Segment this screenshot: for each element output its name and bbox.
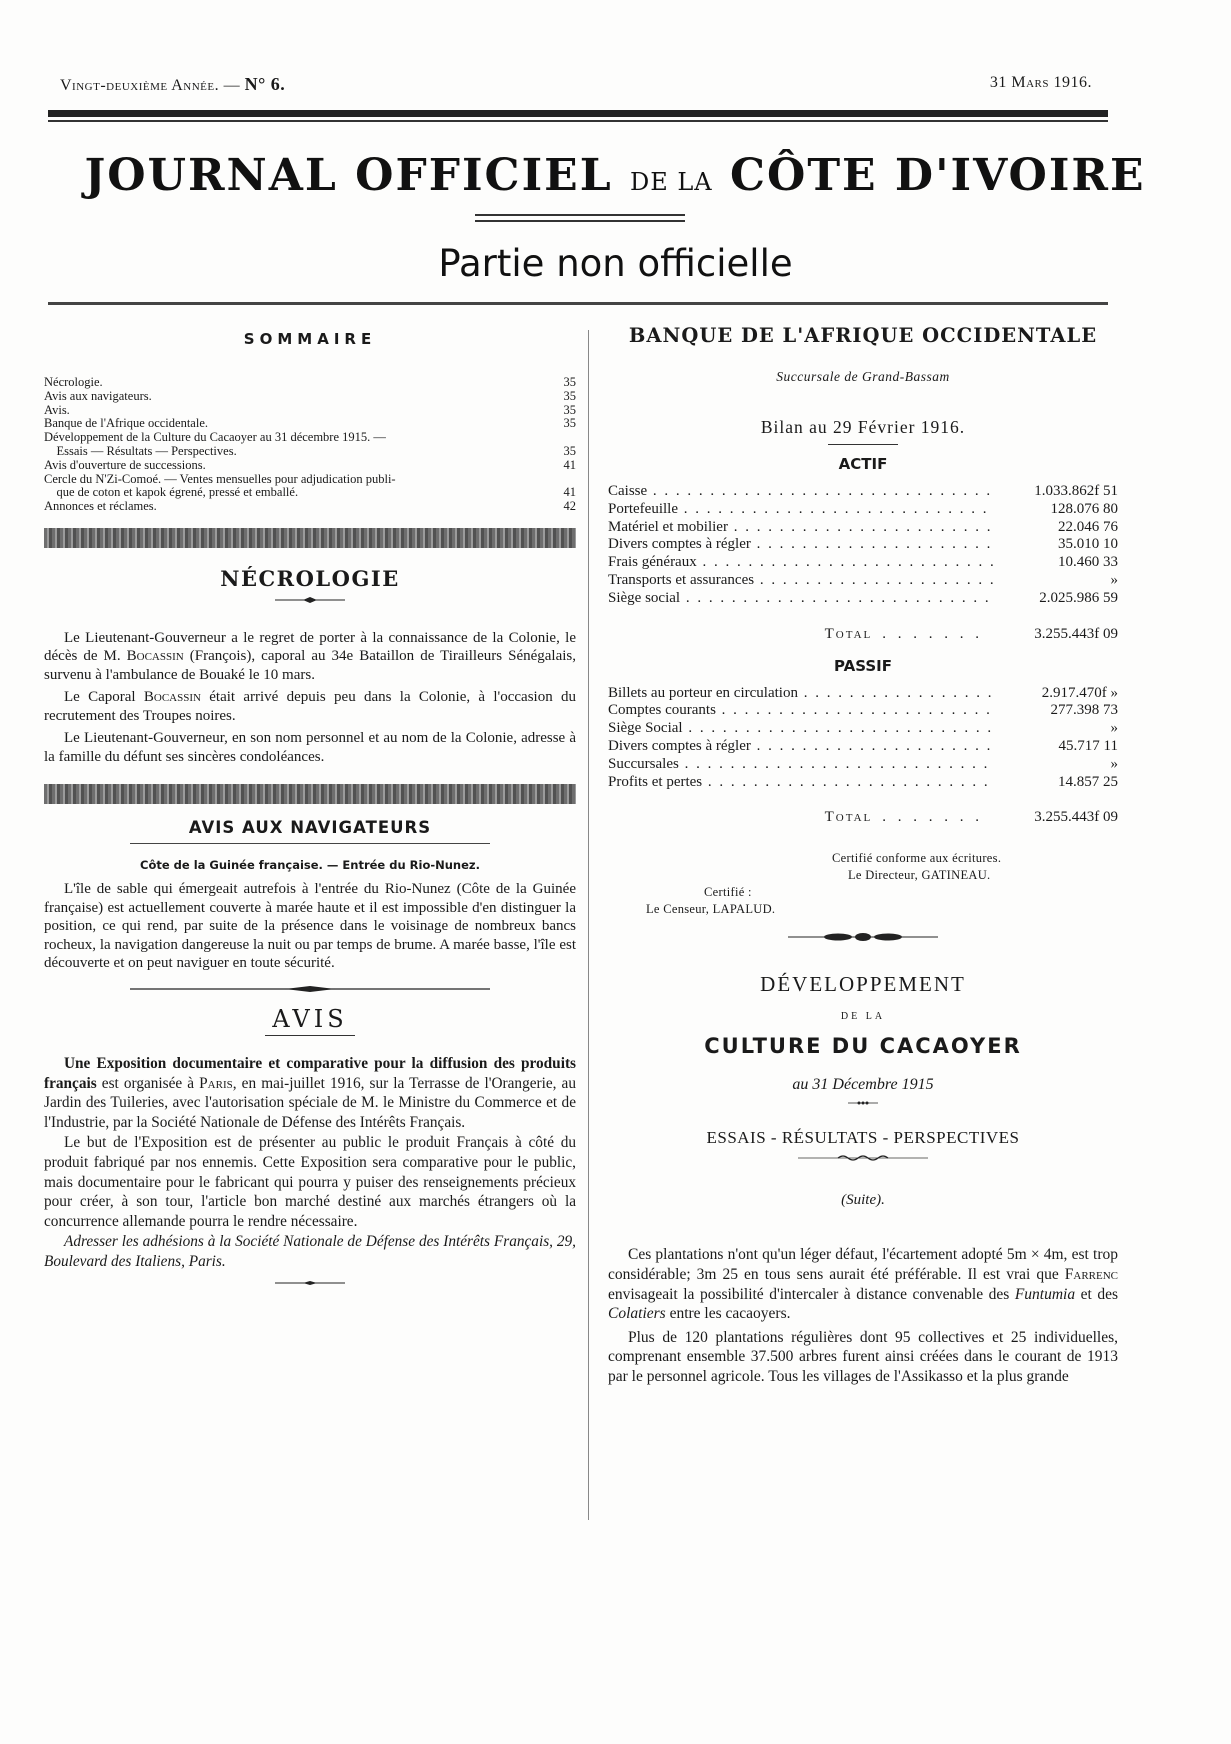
balance-label: Siège Social . . .	[608, 720, 993, 738]
total-dots: . . . . . . .	[882, 625, 983, 642]
avis-title: AVIS	[272, 1004, 348, 1033]
toc-text: Essais — Résultats — Perspectives.	[44, 443, 237, 458]
balance-row	[608, 756, 1118, 774]
censor-signature: Le Censeur, LAPALUD.	[646, 902, 776, 917]
avis-paragraph: Le but de l'Exposition est de présenter au public le produit Français à côté du produit fabriqué par nos ennemis. Cette Exposition sera comparative pour le public, mais documentaire pour le fabricant qui pourra y puiser des renseignements précieux pour créer, à son tour, l'article bon marché destiné aux marchés étrangers où la concurrence allemande pourra le rendre nécessaire.	[44, 1134, 576, 1230]
issue-date: 31 Mars 1916.	[989, 74, 1092, 91]
toc-page: 35	[563, 416, 576, 431]
passif-title: PASSIF	[834, 656, 892, 675]
toc-entry	[44, 445, 576, 459]
toc-text: Cercle du N'Zi-Comoé. — Ventes mensuelles pour adjudication publi-	[44, 471, 396, 486]
toc-text: Développement de la Culture du Cacaoyer au 31 décembre 1915. —	[44, 430, 386, 445]
left-column	[44, 318, 576, 1312]
necrologie-paragraph: Le Lieutenant-Gouverneur, en son nom personnel et au nom de la Colonie, adresse à la famille du défunt ses sincères condoléances.	[44, 730, 576, 765]
bilan-title: Bilan au 29 Février 1916.	[760, 417, 966, 437]
toc-entry	[44, 404, 576, 418]
balance-row	[608, 483, 1118, 501]
balance-label: Caisse . . .	[608, 483, 993, 501]
bank-subtitle: Succursale de Grand-Bassam	[776, 369, 950, 384]
toc-text: Banque de l'Afrique occidentale.	[44, 416, 208, 431]
certification-text: Certifié conforme aux écritures.	[832, 851, 1002, 866]
balance-value: 22.046 76	[1058, 518, 1118, 535]
text-run: entre les cacaoyers.	[665, 1305, 791, 1323]
balance-label: Billets au porteur en circulation . . .	[608, 685, 993, 703]
issue-number: N° 6.	[244, 74, 286, 94]
toc-entry	[44, 473, 576, 487]
total-dots: . . . . . . .	[882, 809, 983, 826]
toc-entry	[44, 417, 576, 431]
balance-value: 14.857 25	[1058, 773, 1118, 790]
actif-table	[608, 483, 1118, 608]
balance-value: 2.917.470f »	[1041, 684, 1118, 701]
sommaire-title: SOMMAIRE	[243, 330, 377, 348]
balance-value: »	[1110, 755, 1118, 772]
developpement-de-la: DE LA	[840, 1011, 886, 1023]
toc-entry	[44, 390, 576, 404]
text-run: est organisée à	[96, 1074, 200, 1092]
right-column	[608, 318, 1118, 1391]
toc-page: 35	[563, 402, 576, 417]
city-name: Paris	[199, 1074, 233, 1092]
header-thin-rule	[48, 120, 1108, 122]
developpement-paragraph: Plus de 120 plantations régulières dont 95 collectives et 25 individuelles, comprenant ensemble 37.500 arbres furent ainsi créées dans le courant de 1913 par le personnel agricole. Tous les villages de l'Assikasso et la plus grande	[608, 1328, 1118, 1385]
actif-total: 3.255.443f 09	[1034, 625, 1118, 642]
actif-total-row	[608, 626, 1118, 643]
balance-value: 35.010 10	[1058, 536, 1118, 553]
text-run-bold: Une Exposition documentaire et comparative pour la diffusion des produits français	[44, 1054, 576, 1092]
ornament-icon	[130, 985, 490, 993]
director-signature: Le Directeur, GATINEAU.	[848, 868, 991, 883]
balance-row	[608, 519, 1118, 537]
passif-table	[608, 685, 1118, 792]
balance-label: Transports et assurances . . .	[608, 572, 993, 590]
balance-label: Portefeuille . . .	[608, 501, 993, 519]
text-run: Ces plantations n'ont qu'un léger défaut, l'écartement adopté 5m × 4m, est trop considérable; 3m 25 en tous sens aurait été préférable. Il est vrai que	[608, 1246, 1118, 1283]
avis-navigateurs-subtitle: Côte de la Guinée française. — Entrée du Rio-Nunez.	[140, 858, 480, 873]
toc-entry	[44, 486, 576, 500]
passif-total: 3.255.443f 09	[1034, 809, 1118, 826]
balance-value: 1.033.862f 51	[1034, 483, 1118, 499]
balance-value: 10.460 33	[1058, 554, 1118, 571]
title-underline	[828, 444, 898, 445]
masthead-de-la: DE LA	[629, 168, 713, 196]
necrologie-paragraph	[44, 688, 576, 725]
issue-header	[60, 74, 1092, 96]
ornament-icon	[275, 597, 345, 603]
text-run: et des	[1075, 1285, 1118, 1303]
balance-label: Divers comptes à régler . . .	[608, 536, 993, 554]
developpement-essais: ESSAIS - RÉSULTATS - PERSPECTIVES	[706, 1128, 1020, 1148]
balance-row	[608, 774, 1118, 792]
decorative-bar	[44, 784, 576, 804]
balance-value: 2.025.986 59	[1039, 589, 1118, 606]
balance-row	[608, 536, 1118, 554]
toc-page: 35	[563, 375, 576, 389]
developpement-paragraph	[608, 1245, 1118, 1323]
balance-label: Comptes courants . . .	[608, 702, 993, 720]
issue-year: Vingt-deuxième Année. —	[60, 77, 241, 94]
toc-page: 41	[563, 457, 576, 472]
masthead-colony: CÔTE D'IVOIRE	[729, 150, 1146, 201]
necrologie-title: NÉCROLOGIE	[220, 565, 400, 591]
balance-row	[608, 702, 1118, 720]
sommaire-list	[44, 376, 576, 514]
header-heavy-rule	[48, 110, 1108, 117]
toc-text: Avis d'ouverture de successions.	[44, 457, 206, 472]
total-label: Total	[824, 809, 873, 826]
issue-info	[60, 74, 285, 95]
balance-row	[608, 590, 1118, 608]
title-underline	[130, 843, 490, 844]
necrologie-paragraph	[44, 629, 576, 685]
balance-row	[608, 501, 1118, 519]
developpement-date: au 31 Décembre 1915	[792, 1076, 934, 1094]
plant-name: Funtumia	[1014, 1285, 1076, 1303]
toc-page: 35	[563, 443, 576, 458]
avis-paragraph	[44, 1054, 576, 1132]
person-name: Farrenc	[1064, 1265, 1118, 1283]
person-name: Bocassin	[143, 689, 201, 706]
avis-paragraph: Adresser les adhésions à la Société Nationale de Défense des Intérêts Français, 29, Boulevard des Italiens, Paris.	[44, 1233, 576, 1270]
section-rule	[48, 302, 1108, 305]
balance-label: Divers comptes à régler . . .	[608, 738, 993, 756]
balance-value: 277.398 73	[1050, 702, 1118, 719]
ornament-icon	[848, 1100, 878, 1106]
avis-navigateurs-text: L'île de sable qui émergeait autrefois à l'entrée du Rio-Nunez (Côte de la Guinée française) est actuellement couverte à marée haute et il est impossible d'en distinguer la position, ce qui rend, par suite de la présence dans le voisinage de nombreux bancs rocheux, la navigation dangereuse la nuit ou par temps de brume. A marée basse, l'île est découverte et on peut naviguer en toute sécurité.	[44, 881, 576, 972]
toc-text: Annonces et réclames.	[44, 499, 157, 514]
toc-entry	[44, 376, 576, 390]
decorative-bar	[44, 528, 576, 548]
balance-value: »	[1110, 571, 1118, 588]
avis-navigateurs-title: AVIS AUX NAVIGATEURS	[188, 818, 432, 838]
toc-text: Nécrologie.	[44, 375, 103, 389]
ornament-icon	[275, 1280, 345, 1286]
toc-page: 42	[563, 499, 576, 514]
toc-text: Avis.	[44, 402, 70, 417]
developpement-title: DÉVELOPPEMENT	[760, 972, 966, 997]
bank-title: BANQUE DE L'AFRIQUE OCCIDENTALE	[628, 324, 1098, 347]
balance-label: Succursales . . .	[608, 756, 993, 774]
text-run: Le Lieutenant-Gouverneur a le regret de porter à la connaissance de la Colonie, le décès de M.	[44, 629, 576, 665]
balance-row	[608, 720, 1118, 738]
balance-value: 128.076 80	[1050, 500, 1118, 517]
toc-page	[560, 431, 576, 445]
masthead-double-rule	[475, 214, 685, 222]
toc-entry	[44, 459, 576, 473]
text-run: Le Caporal	[64, 689, 144, 706]
balance-label: Matériel et mobilier . . .	[608, 519, 993, 537]
person-name: Bocassin	[126, 648, 184, 665]
masthead	[40, 150, 1190, 201]
toc-entry	[44, 431, 576, 445]
balance-label: Siège social . . .	[608, 590, 993, 608]
balance-row	[608, 554, 1118, 572]
passif-total-row	[608, 809, 1118, 826]
toc-entry	[44, 500, 576, 514]
toc-text: que de coton et kapok égrené, pressé et emballé.	[44, 485, 299, 500]
actif-title: ACTIF	[838, 455, 888, 473]
balance-row	[608, 685, 1118, 703]
ornament-icon	[788, 932, 938, 942]
masthead-journal: JOURNAL OFFICIEL	[84, 150, 613, 201]
total-label: Total	[824, 625, 873, 642]
text-run: (François), caporal au 34e Bataillon de Tirailleurs Sénégalais, survenu à l'ambulance de Bouaké le 10 mars.	[44, 648, 576, 683]
balance-label: Profits et pertes . . .	[608, 774, 993, 792]
title-underline	[265, 1035, 355, 1036]
developpement-culture: CULTURE DU CACAOYER	[704, 1034, 1022, 1059]
text-run: , en mai-juillet 1916, sur la Terrasse de l'Orangerie, au Jardin des Tuileries, avec l'autorisation spéciale de M. le Ministre du Commerce et de l'Industrie, par la Société Nationale de Défense des Intérêts Français.	[44, 1074, 577, 1131]
balance-row	[608, 572, 1118, 590]
page-subtitle: Partie non officielle	[438, 242, 793, 285]
balance-label: Frais généraux . . .	[608, 554, 993, 572]
ornament-icon	[798, 1154, 928, 1162]
balance-value: 45.717 11	[1058, 737, 1118, 754]
text-run: était arrivé depuis peu dans la Colonie, à l'occasion du recrutement des Troupes noires.	[44, 689, 576, 724]
toc-page: 41	[563, 485, 576, 500]
toc-page: 35	[563, 388, 576, 403]
plant-name: Colatiers	[608, 1305, 666, 1323]
balance-row	[608, 738, 1118, 756]
text-run: envisageait la possibilité d'intercaler à distance convenable des	[608, 1285, 1015, 1303]
balance-value: »	[1110, 720, 1118, 737]
certification-label: Certifié :	[704, 885, 752, 900]
column-divider	[588, 330, 589, 1520]
toc-text: Avis aux navigateurs.	[44, 388, 152, 403]
developpement-suite: (Suite).	[841, 1192, 885, 1209]
toc-page	[560, 473, 576, 487]
